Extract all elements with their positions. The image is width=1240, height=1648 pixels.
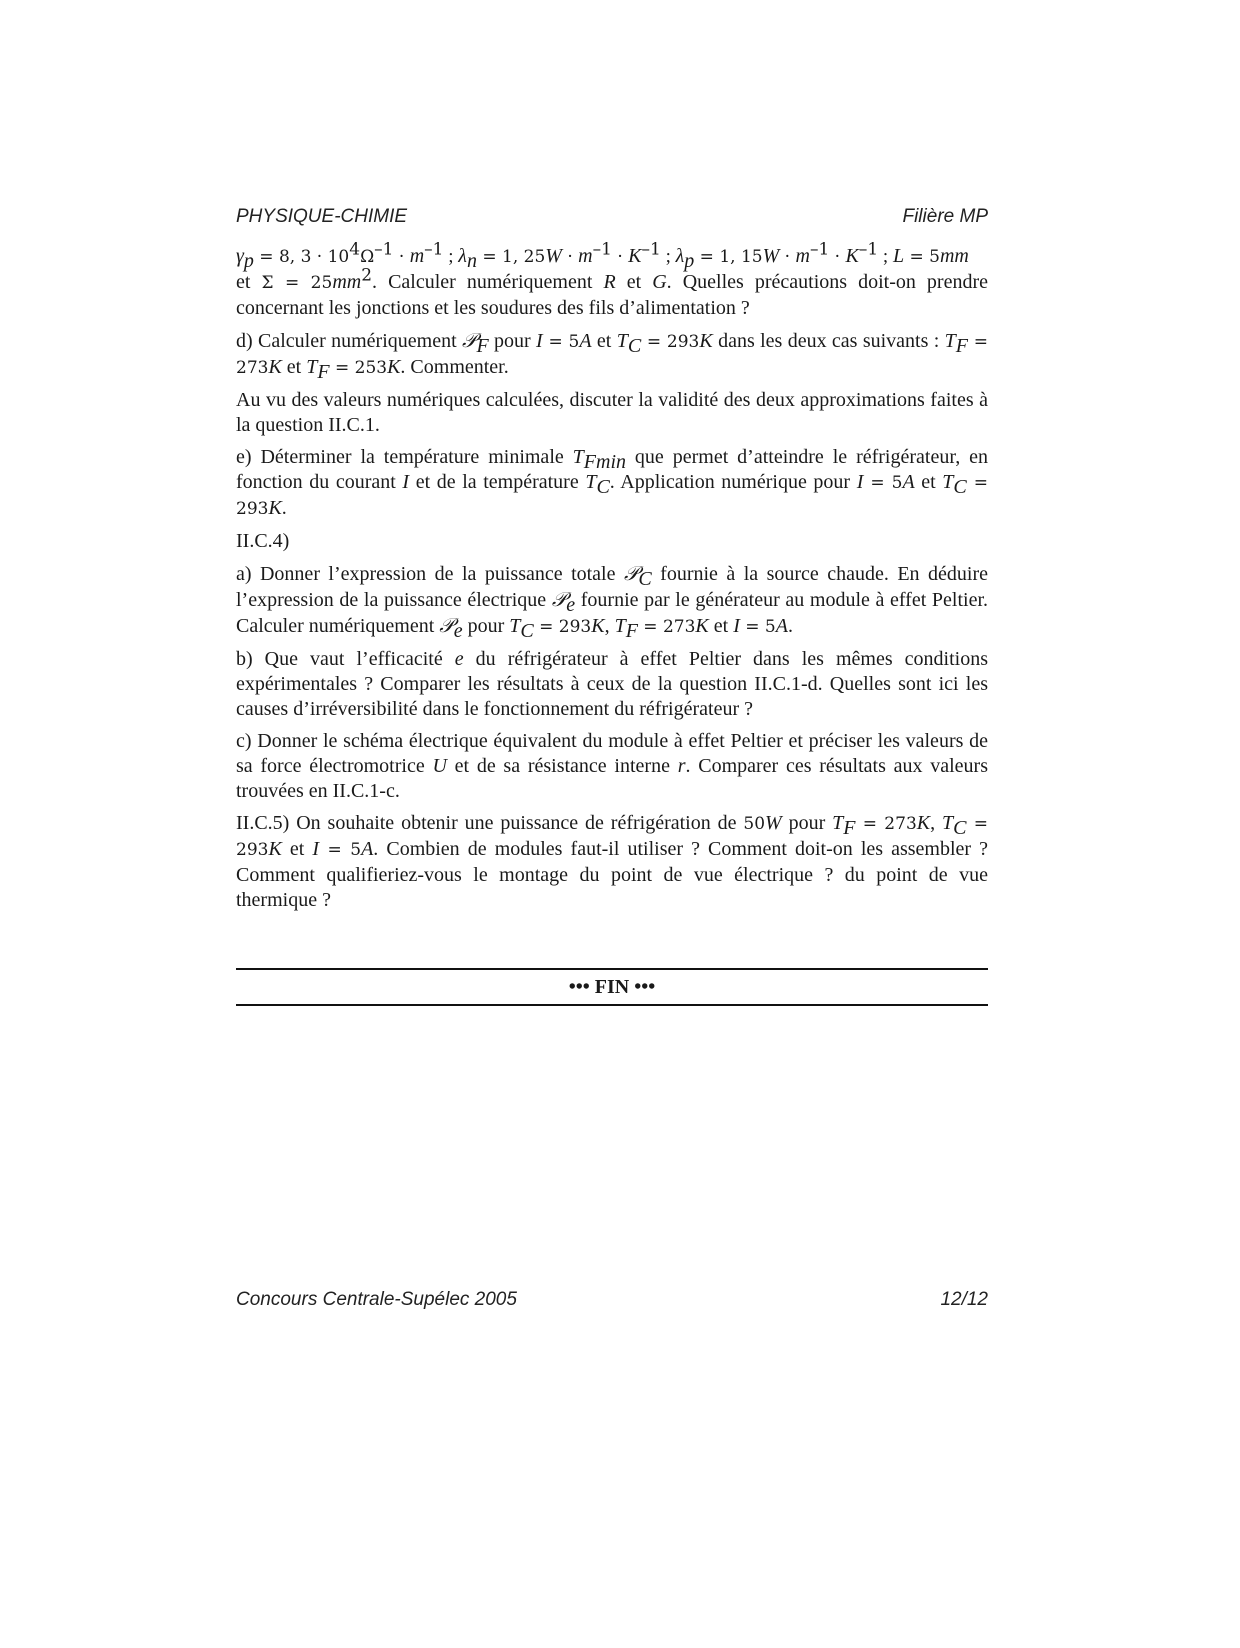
question-b: b) Que vaut l’efficacité e du réfrigérateur à effet Peltier dans les mêmes conditions expérimentales ? Comparer les résultats à ceux de la question II.C.1-d. Quelles sont ici les causes d’irréversibilité dans le fonctionnement du réfrigérateur ?: [236, 648, 988, 720]
footer-page-number: 12/12: [940, 1289, 988, 1310]
question-e: e) Déterminer la température minimale $T_{Fmin}$ que permet d’atteindre le réfrigérateur, en fonction du courant I et de la température $T_C$. Application numérique pour I = 5A et $T_C = 293K$.: [236, 446, 989, 519]
question-d: d) Calculer numériquement 𝒫$_F$ pour I = 5A et $T_C = 293K$ dans les deux cas suivants : $T_F = 273K$ et $T_F = 253K$. Commenter.: [236, 328, 989, 383]
header-track: Filière MP: [902, 206, 988, 227]
question-a: a) Donner l’expression de la puissance totale 𝒫$_C$ fournie à la source chaude. En déduire l’expression de la puissance électrique 𝒫$_e$ fournie par le générateur au module à effet Peltier. Calculer numériquement 𝒫$_e$ pour $T_C = 293K$, $T_F = 273K$ et I = 5A.: [236, 561, 989, 642]
question-c: c) Donner le schéma électrique équivalent du module à effet Peltier et préciser les valeurs de sa force électromotrice U et de sa résistance interne r. Comparer ces résultats aux valeurs trouvées en II.C.1-c.: [236, 730, 988, 802]
document-body: [236, 239, 989, 920]
footer-contest: Concours Centrale-Supélec 2005: [236, 1289, 517, 1310]
constants-line: $\gamma_p = 8$, $3 \cdot 10^4\Omega^{-1} \cdot m^{-1}$ ; $\lambda_n = 1$, $25W \cdot m^{-1} \cdot K^{-1}$ ; $\lambda_p = 1$, $15W \cdot m^{-1} \cdot K^{-1}$ ; L = 5mm: [236, 239, 969, 272]
paragraph-approximations: Au vu des valeurs numériques calculées, discuter la validité des deux approximations faites à la question II.C.1.: [236, 389, 988, 436]
header-subject: PHYSIQUE-CHIMIE: [236, 206, 408, 227]
question-II-C-5: II.C.5) On souhaite obtenir une puissance de réfrigération de 50W pour $T_F = 273K$, $T_C = 293K$ et I = 5A. Combien de modules faut-il utiliser ? Comment doit-on les assembler ? Comment qualifieriez-vous le montage du point de vue électrique ? du point de vue thermique ?: [236, 812, 989, 911]
bottom-rule: [236, 1004, 988, 1006]
fin-text: ••• FIN •••: [568, 976, 656, 998]
section-heading-II-C-4: II.C.4): [236, 530, 290, 552]
paragraph-precautions: et $\Sigma = 25mm^2$. Calculer numériquement R et G. Quelles précautions doit-on prendre concernant les jonctions et les soudures des fils d’alimentation ?: [236, 265, 989, 319]
end-marker: [236, 968, 988, 1006]
